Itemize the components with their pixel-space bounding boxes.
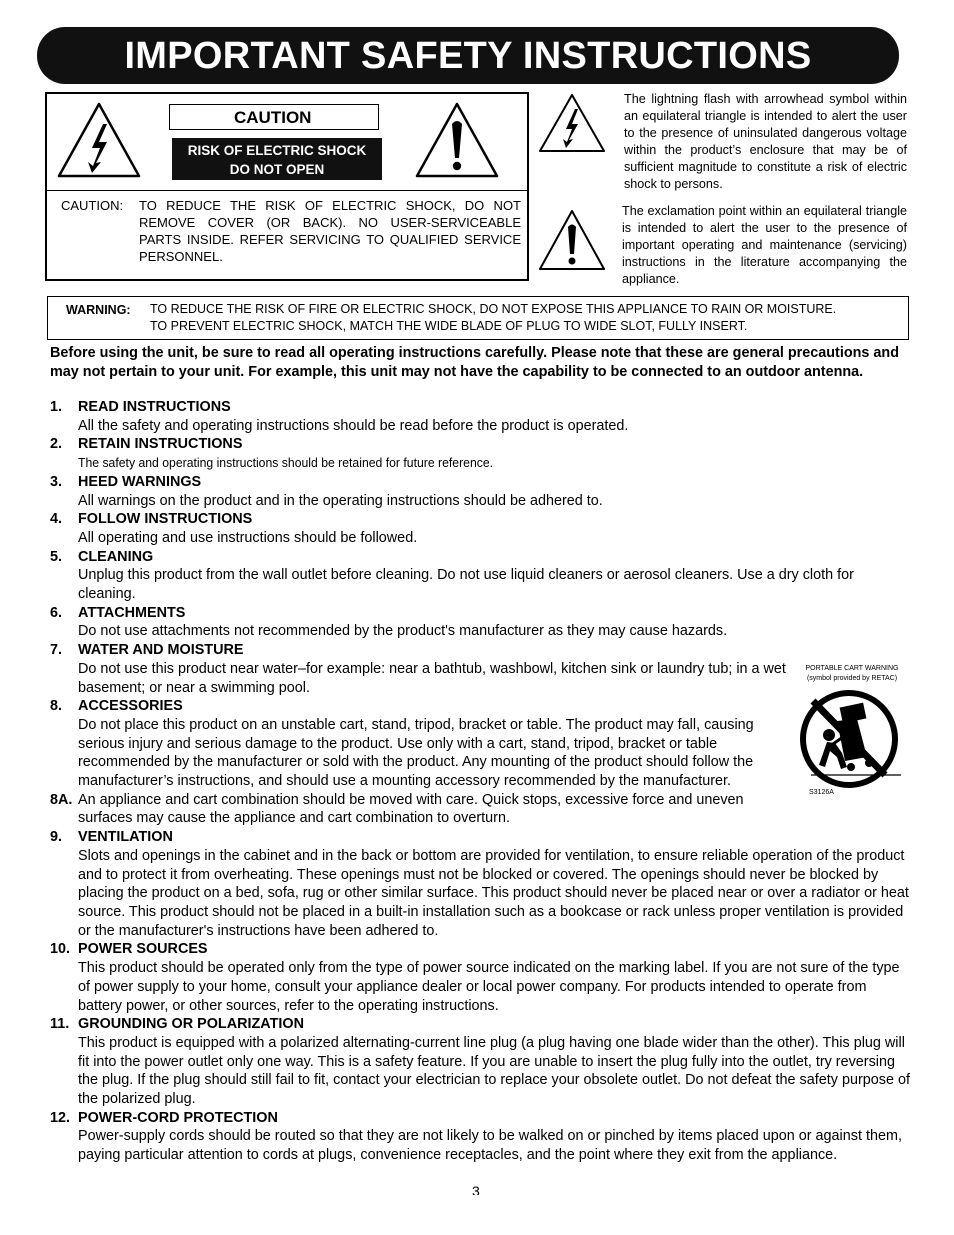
- lightning-triangle-icon: [55, 100, 143, 180]
- item-number: 8A.: [50, 791, 73, 808]
- list-item: [50, 435, 910, 472]
- instruction-list: [50, 398, 910, 1165]
- item-number: 11.: [50, 1016, 70, 1033]
- caution-box: [45, 92, 529, 281]
- item-description: Slots and openings in the cabinet and in the back or bottom are provided for ventilation, to ensure reliable operation of the product and to protect it from overheating. These openings must not be blocked or covered. The openings should never be blocked by placing the product on a bed, sofa, rug or other similar surface. This product should never be placed near or over a radiator or heat source. This product should not be placed in a built-in installation such as a bookcase or rack unless proper ventilation is provided or the manufacturer's instructions have been adhered to.: [78, 847, 909, 939]
- item-description: All warnings on the product and in the operating instructions should be adhered to.: [78, 492, 603, 509]
- caution-header: [47, 94, 527, 191]
- intro-paragraph: Before using the unit, be sure to read all operating instructions carefully. Please note that these are general precautions and may not pertain to your unit. For example, this unit may not have the capability to be connected to an outdoor antenna.: [50, 345, 899, 380]
- caution-notice-body: TO REDUCE THE RISK OF ELECTRIC SHOCK, DO NOT REMOVE COVER (OR BACK). NO USER-SERVICEABLE PARTS INSIDE. REFER SERVICING TO QUALIFIED SERVICE PERSONNEL.: [139, 198, 521, 264]
- list-item: [50, 398, 910, 435]
- warning-label: WARNING:: [66, 303, 131, 317]
- page-title: IMPORTANT SAFETY INSTRUCTIONS: [124, 34, 812, 77]
- list-item: [50, 1015, 910, 1109]
- list-item: [50, 791, 910, 828]
- item-title: POWER-CORD PROTECTION: [78, 1109, 278, 1126]
- item-title: ACCESSORIES: [78, 698, 183, 715]
- cart-symbol-code: S3126A: [809, 789, 834, 796]
- warning-box: [47, 296, 909, 340]
- list-item: [50, 548, 910, 604]
- caution-label: CAUTION: [169, 104, 379, 130]
- item-number: 9.: [50, 829, 63, 846]
- item-title: HEED WARNINGS: [78, 473, 202, 490]
- item-number: 7.: [50, 642, 63, 659]
- exclamation-symbol-icon: [537, 208, 607, 272]
- item-number: 4.: [50, 511, 63, 528]
- item-number: 8.: [50, 698, 63, 715]
- list-item: [50, 940, 910, 1015]
- warning-line-1: TO REDUCE THE RISK OF FIRE OR ELECTRIC SHOCK, DO NOT EXPOSE THIS APPLIANCE TO RAIN OR MOISTURE.: [150, 302, 837, 316]
- risk-line-1: RISK OF ELECTRIC SHOCK: [187, 143, 367, 158]
- item-number: 10.: [50, 941, 71, 958]
- cart-caption-source: (symbol provided by RETAC): [806, 675, 898, 682]
- list-item: [50, 510, 910, 547]
- item-number: 2.: [50, 436, 63, 453]
- item-number: 1.: [50, 399, 63, 415]
- item-title: GROUNDING OR POLARIZATION: [78, 1016, 304, 1033]
- lightning-explanation: The lightning flash with arrowhead symbol within an equilateral triangle is intended to alert the user to the presence of uninsulated dangerous voltage within the product’s enclosure that may be of sufficient magnitude to constitute a risk of electric shock to persons.: [624, 92, 907, 191]
- list-item: [50, 828, 910, 940]
- item-title: ATTACHMENTS: [78, 604, 186, 621]
- item-description: Do not use this product near water–for example: near a bathtub, washbowl, kitchen sink or laundry tub; in a wet basement; or near a swimming pool.: [78, 660, 786, 696]
- warning-line-2: TO PREVENT ELECTRIC SHOCK, MATCH THE WIDE BLADE OF PLUG TO WIDE SLOT, FULLY INSERT.: [150, 319, 748, 333]
- item-description: This product is equipped with a polarized alternating-current line plug (a plug having one blade wider than the other). This plug will fit into the power outlet only one way. This is a safety feature. If you are unable to insert the plug fully into the outlet, try reversing the plug. If the plug should still fail to fit, contact your electrician to replace your obsolete outlet. Do not defeat the safety purpose of the polarized plug.: [78, 1034, 910, 1108]
- list-item: [50, 604, 910, 641]
- risk-line-2: DO NOT OPEN: [229, 162, 325, 177]
- page-number: 3: [472, 1186, 480, 1195]
- title-banner: [37, 27, 899, 84]
- item-description: Unplug this product from the wall outlet before cleaning. Do not use liquid cleaners or aerosol cleaners. Use a dry cloth for cleaning.: [78, 567, 854, 603]
- item-title: POWER SOURCES: [78, 941, 208, 958]
- cart-caption: PORTABLE CART WARNING: [805, 665, 899, 672]
- item-title: CLEANING: [78, 548, 154, 565]
- item-title: RETAIN INSTRUCTIONS: [78, 436, 243, 453]
- item-number: 6.: [50, 604, 63, 621]
- list-item: [50, 1109, 910, 1165]
- risk-of-shock-label: [172, 138, 382, 180]
- lightning-symbol-icon: [537, 92, 607, 154]
- caution-notice-label: CAUTION:: [61, 198, 124, 213]
- item-description: Power-supply cords should be routed so that they are not likely to be walked on or pinched by items placed upon or against them, paying particular attention to cords at plugs, convenience receptacles, and the point where they exit from the appliance.: [78, 1128, 902, 1164]
- portable-cart-warning: [797, 664, 907, 796]
- item-description: All the safety and operating instructions should be read before the product is operated.: [78, 417, 629, 434]
- list-item: [50, 641, 910, 697]
- item-description: This product should be operated only from the type of power source indicated on the marking label. If you are not sure of the type of power supply to your home, consult your appliance dealer or local power company. For products intended to operate from battery power, or other sources, refer to the operating instructions.: [78, 960, 900, 1014]
- item-description: All operating and use instructions should be followed.: [78, 529, 418, 546]
- item-description: Do not use attachments not recommended by the product's manufacturer as they may cause hazards.: [78, 623, 728, 640]
- item-title: WATER AND MOISTURE: [78, 642, 244, 659]
- item-title: READ INSTRUCTIONS: [78, 399, 231, 415]
- item-number: 3.: [50, 473, 63, 490]
- item-number: 12.: [50, 1109, 71, 1126]
- item-title: FOLLOW INSTRUCTIONS: [78, 511, 253, 528]
- list-item: [50, 473, 910, 510]
- item-description: An appliance and cart combination should be moved with care. Quick stops, excessive force and uneven surfaces may cause the appliance and cart combination to overturn.: [78, 791, 744, 827]
- cart-tipover-icon: [797, 687, 907, 791]
- item-description: The safety and operating instructions should be retained for future reference.: [78, 455, 494, 471]
- item-description: Do not place this product on an unstable cart, stand, tripod, bracket or table. The product may fall, causing serious injury and serious damage to the product. Use only with a cart, stand, tripod, bracket or table recommended by the manufacturer or sold with the product. Any mounting of the product should follow the manufacturer’s instructions, and should use a mounting accessory recommended by the manufacturer.: [78, 716, 754, 790]
- item-title: VENTILATION: [78, 829, 173, 846]
- list-item: [50, 697, 910, 791]
- exclamation-triangle-icon: [413, 100, 501, 180]
- item-number: 5.: [50, 548, 63, 565]
- exclamation-explanation: The exclamation point within an equilateral triangle is intended to alert the user to the presence of important operating and maintenance (servicing) instructions in the literature accompanying the appliance.: [622, 204, 907, 286]
- caution-notice: [61, 197, 521, 265]
